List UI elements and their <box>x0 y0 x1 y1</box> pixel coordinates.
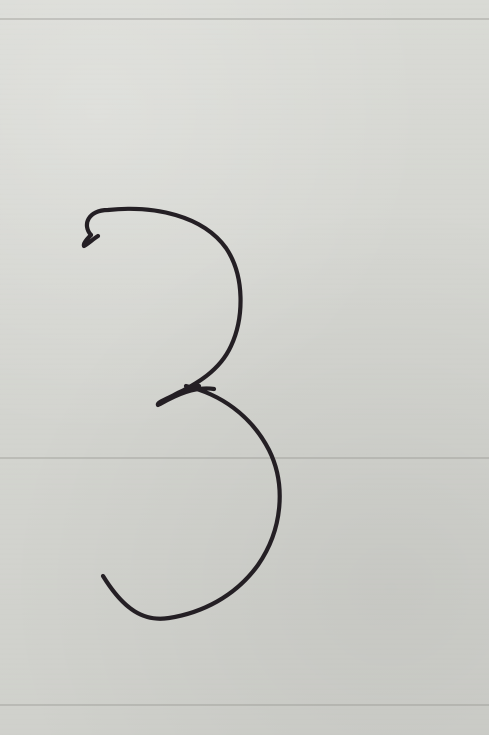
digit-three-lower-stroke <box>103 386 280 619</box>
digit-three-hook-stroke <box>84 235 98 246</box>
digit-three-upper-stroke <box>87 209 241 405</box>
